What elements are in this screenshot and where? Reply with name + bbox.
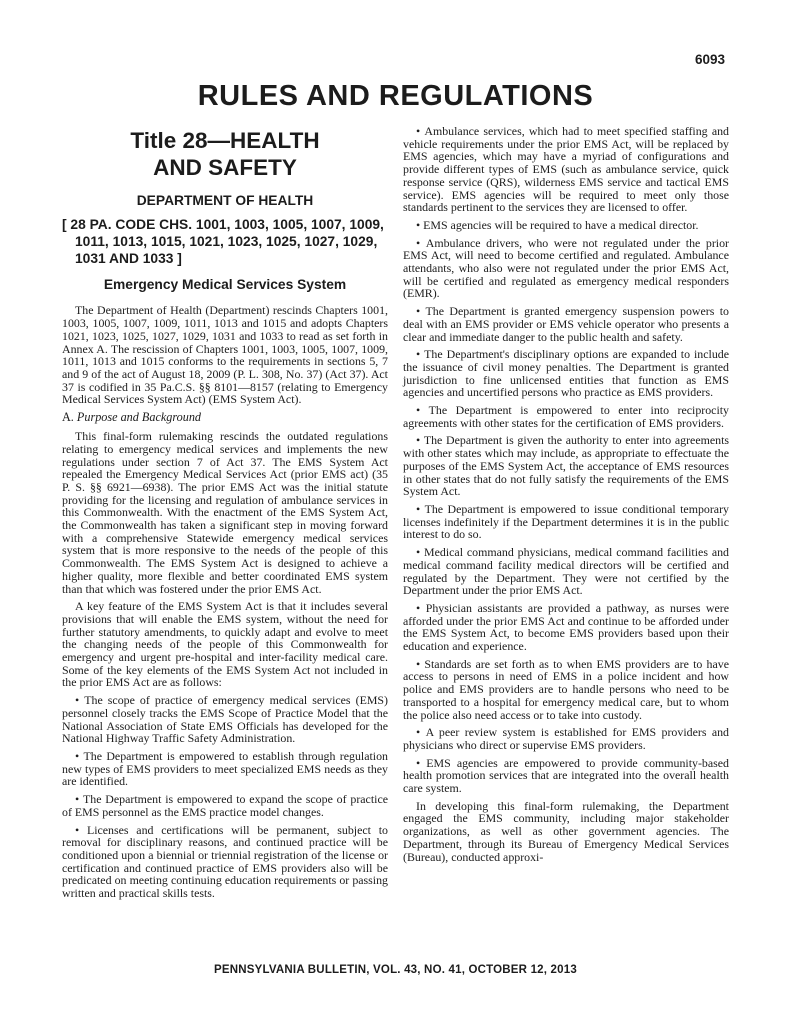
bullet-item: • The Department is empowered to establish through regulation new types of EMS providers to meet specialized EMS needs as they are identified. [62,750,388,788]
paragraph: This final-form rulemaking rescinds the outdated regulations relating to emergency medical services and implements the new regulations under section 7 of Act 37. The EMS System Act repealed the Emergency Medical Services Act (prior EMS act) (35 P. S. §§ 6921—6938). The prior EMS Act was the initial statute providing for the licensing and regulation of ambulance services in this Commonwealth. With the enactment of the EMS System Act, the Commonwealth has taken a significant step in moving forward with a comprehensive Statewide emergency medical services system that is more responsive to the needs of the people of this Commonwealth. The EMS System Act is designed to achieve a higher quality, more flexible and better coordinated EMS system than that which was fostered under the prior EMS Act. [62,429,388,596]
bullet-item: • Standards are set forth as to when EMS providers are to have access to persons in need of EMS in a police incident and how police and EMS providers are to handle persons who need to be transported to a hospital for emergency medical care, but to whom the police also need access or to take into custody. [403,658,729,722]
page-number: 6093 [694,52,725,67]
paragraph: A key feature of the EMS System Act is that it includes several provisions that will enable the EMS system, without the need for further statutory amendments, to quickly adapt and evolve to meet the changing needs of the people of this Commonwealth for emergency and urgent pre-hospital and inter-facility medical care. Some of the key elements of the EMS System Act not included in the prior EMS Act are as follows: [62,599,388,690]
bullet-item: • The Department is given the authority to enter into agreements with other states which may include, as appropriate to effectuate the purposes of the EMS System Act, the acceptance of EMS resources in other states that do not fully satisfy the requirements of the EMS System Act. [403,434,729,498]
section-heading-label: A. [62,410,74,425]
two-column-layout [62,125,729,905]
code-citation: [ 28 PA. CODE CHS. 1001, 1003, 1005, 1007, 1009, 1011, 1013, 1015, 1021, 1023, 1025, 1027, 1029, 1031 AND 1033 ] [62,217,384,266]
bullet-item: • EMS agencies will be required to have a medical director. [403,219,729,232]
bullet-item: • The Department is empowered to issue conditional temporary licenses indefinitely if the Department determines it is in the public interest to do so. [403,503,729,541]
bullet-item: • Physician assistants are provided a pathway, as nurses were afforded under the prior EMS Act and continue to be afforded under the EMS System Act, to become EMS providers based upon their education and experience. [403,602,729,653]
bullet-item: • The Department is empowered to enter into reciprocity agreements with other states for the certification of EMS providers. [403,404,729,429]
closing-paragraph: In developing this final-form rulemaking, the Department engaged the EMS community, including major stakeholder organizations, as well as other government agencies. The Department, through its Bureau of Emergency Medical Services (Bureau), conducted approxi- [403,798,729,864]
section-heading [62,411,388,424]
title-heading-line1: Title 28—HEALTH [130,128,320,153]
bullet-item: • The Department is empowered to expand the scope of practice of EMS personnel as the EMS practice model changes. [62,793,388,818]
title-heading [62,127,388,181]
department-heading: DEPARTMENT OF HEALTH [136,193,314,208]
right-column [403,125,729,905]
bullet-item: • Medical command physicians, medical command facilities and medical command facility medical directors will be certified and regulated by the Department. They were not certified by the Department under the prior EMS Act. [403,546,729,597]
bullet-item: • The scope of practice of emergency medical services (EMS) personnel closely tracks the EMS Scope of Practice Model that the National Association of State EMS Officials has developed for the National Highway Traffic Safety Administration. [62,694,388,745]
bullet-item: • Ambulance services, which had to meet specified staffing and vehicle requirements under the prior EMS Act, will be replaced by EMS agencies, which may have a myriad of configurations and provide different types of EMS (such as ambulance service, quick response service (QRS), wilderness EMS service and tactical EMS service). EMS agencies will be required to meet only those standards pertinent to the services they are licensed to offer. [403,125,729,214]
bullet-item: • A peer review system is established for EMS providers and physicians who direct or supervise EMS providers. [403,726,729,751]
section-heading-title: Purpose and Background [76,410,202,425]
document-subject-title: Emergency Medical Services System [103,277,347,293]
intro-paragraph: The Department of Health (Department) rescinds Chapters 1001, 1003, 1005, 1007, 1009, 1011, 1013 and 1015 and adopts Chapters 1021, 1023, 1025, 1027, 1029, 1031 and 1033 to read as set forth in Annex A. The rescission of Chapters 1001, 1003, 1005, 1007, 1009, 1011, 1013 and 1015 conforms to the requirements in sections 5, 7 and 9 of the act of August 18, 2009 (P. L. 308, No. 37) (Act 37). Act 37 is codified in 35 Pa.C.S. §§ 8101—8157 (relating to Emergency Medical Services System Act) (EMS System Act). [62,303,388,407]
bullet-item: • EMS agencies are empowered to provide community-based health promotion services that are integrated into the overall health care system. [403,757,729,795]
title-heading-line2: AND SAFETY [153,155,297,180]
bullet-item: • Ambulance drivers, who were not regulated under the prior EMS Act, will need to become certified and regulated. Ambulance attendants, who also were not regulated under the prior EMS Act, will be certified and regulated as emergency medical responders (EMR). [403,237,729,301]
main-title: RULES AND REGULATIONS [197,80,594,112]
left-column [62,125,388,905]
bullet-item: • Licenses and certifications will be permanent, subject to removal for disciplinary reasons, and continued practice will be conditioned upon a biennial or triennial registration of the license or certification and continued practice of EMS providers also will be predicated on meeting continuing education requirements or passing written and practical skills tests. [62,824,388,900]
page-footer: PENNSYLVANIA BULLETIN, VOL. 43, NO. 41, OCTOBER 12, 2013 [214,964,577,976]
bullet-item: • The Department's disciplinary options are expanded to include the issuance of civil money penalties. The Department is granted jurisdiction to fine unlicensed entities that function as EMS agencies and uncertified persons who practice as EMS providers. [403,348,729,399]
bullet-item: • The Department is granted emergency suspension powers to deal with an EMS provider or EMS vehicle operator who presents a clear and immediate danger to the public health and safety. [403,305,729,343]
